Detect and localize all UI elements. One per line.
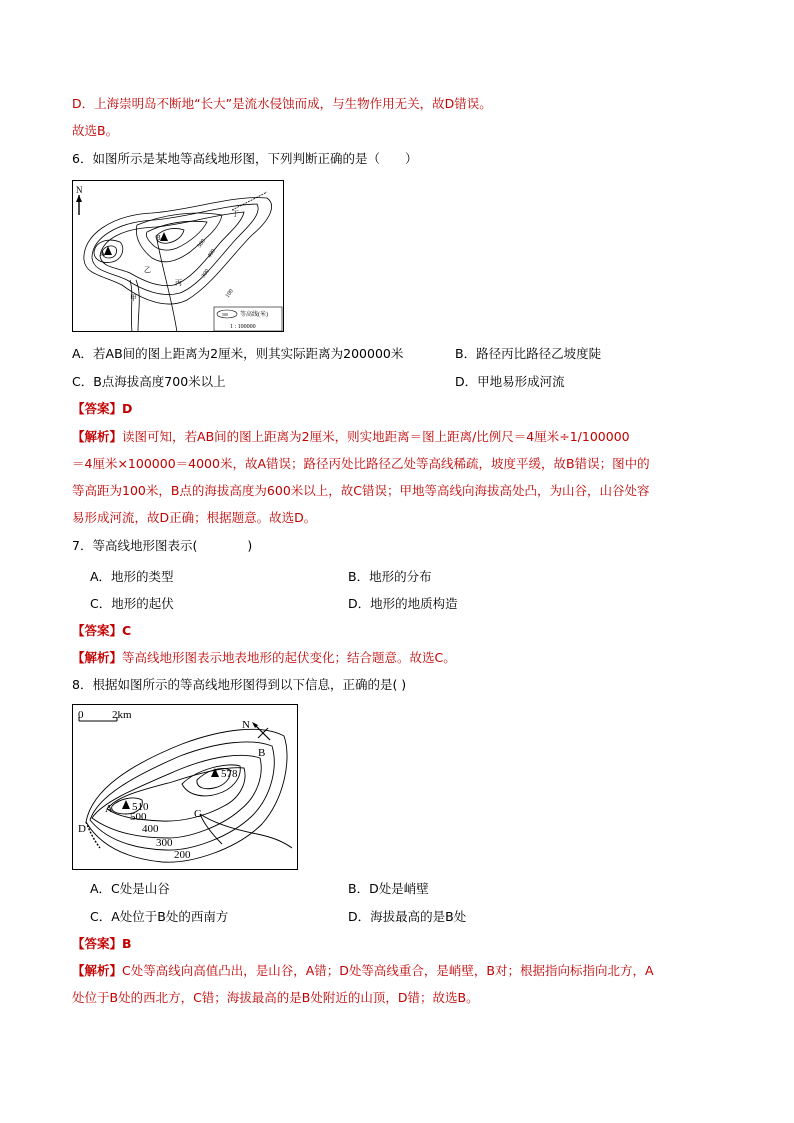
q8-scale-zero: 0 (78, 709, 84, 721)
q8-stem: 8．根据如图所示的等高线地形图得到以下信息，正确的是( ) (72, 677, 407, 692)
q6-legend-value: 500 (222, 312, 228, 317)
q6-analysis-text-1: 读图可知，若AB间的图上距离为2厘米，则实地距离＝图上距离/比例尺＝4厘米÷1/100000 (122, 429, 630, 444)
q8-north-label: N (242, 719, 250, 731)
q6-label-jia: 甲 (130, 294, 137, 302)
q8-contour-label-500: 500 (130, 811, 147, 823)
q6-contour-label-100: 100 (224, 288, 235, 300)
q8-answer-value: B (122, 936, 132, 951)
q6-analysis-line-4: 易形成河流，故D正确；根据题意。故选D。 (72, 510, 317, 525)
q7-analysis-label: 【解析】 (72, 650, 123, 665)
q8-peak-578-label: 578 (221, 768, 238, 780)
q6-answer (72, 400, 132, 418)
q8-option-b: B．D处是峭壁 (348, 881, 429, 896)
q7-stem: 7．等高线地形图表示( ) (72, 538, 253, 553)
q8-contour-label-400: 400 (142, 823, 159, 835)
q8-option-c: C．A处位于B处的西南方 (90, 909, 229, 924)
q8-analysis-line-1 (72, 962, 654, 980)
q8-scale-distance: 2km (112, 709, 132, 721)
q7-analysis-text: 等高线地形图表示地表地形的起伏变化；结合题意。故选C。 (122, 650, 456, 665)
q6-option-c: C．B点海拔高度700米以上 (72, 374, 226, 389)
q8-label-b: B (258, 747, 266, 759)
q6-north-label: N (76, 185, 83, 195)
q8-contour-label-200: 200 (174, 849, 191, 861)
q7-option-a: A．地形的类型 (90, 569, 174, 584)
q6-contour-label-400: 400 (206, 248, 217, 260)
q8-label-c: C (194, 808, 202, 820)
q8-option-d: D．海拔最高的是B处 (348, 909, 467, 924)
q6-label-bing: 丙 (175, 279, 182, 287)
q8-peak-510-label: 510 (132, 801, 149, 813)
q6-analysis-line-2: ＝4厘米×100000＝4000米，故A错误；路径丙处比路径乙处等高线稀疏，坡度平缓，故B错误；图中的 (72, 456, 650, 471)
q7-option-d: D．地形的地质构造 (348, 596, 458, 611)
q6-option-b: B．路径丙比路径乙坡度陡 (455, 346, 602, 361)
q7-option-c: C．地形的起伏 (90, 596, 174, 611)
q6-analysis-line-3: 等高距为100米，B点的海拔高度为600米以上，故C错误；甲地等高线向海拔高处凸，为山谷，山谷处容 (72, 483, 650, 498)
q7-answer-label: 【答案】 (72, 623, 123, 638)
q8-option-a: A．C处是山谷 (90, 881, 170, 896)
q8-label-a: A (105, 803, 113, 815)
q6-label-ding: 丁 (232, 210, 239, 218)
q7-option-b: B．地形的分布 (348, 569, 432, 584)
q8-analysis-text-1: C处等高线向高值凸出，是山谷，A错；D处等高线重合，是峭壁，B对；根据指向标指向北方，A (122, 963, 654, 978)
q6-option-a: A．若AB间的图上距离为2厘米，则其实际距离为200000米 (72, 346, 404, 361)
q6-stem: 6．如图所示是某地等高线地形图，下列判断正确的是（ ） (72, 151, 418, 166)
q6-answer-label: 【答案】 (72, 401, 123, 416)
q6-contour-label-500: 500 (196, 238, 207, 250)
q8-answer (72, 935, 132, 953)
q6-contour-map (72, 180, 284, 332)
q6-label-a: A (100, 250, 106, 258)
q8-contour-label-300: 300 (156, 837, 173, 849)
q5-option-d-explanation: D．上海崇明岛不断地“长大”是流水侵蚀而成，与生物作用无关，故D错误。 (72, 96, 492, 111)
q8-answer-label: 【答案】 (72, 936, 123, 951)
q6-label-yi: 乙 (144, 266, 151, 274)
q8-analysis-line-2: 处位于B处的西北方，C错；海拔最高的是B处附近的山顶，D错；故选B。 (72, 990, 479, 1005)
q6-answer-value: D (122, 401, 133, 416)
q5-conclusion: 故选B。 (72, 123, 119, 138)
q6-legend-text: 等高线(米) (240, 312, 268, 318)
q6-scale-text: 1 : 100000 (230, 324, 256, 330)
q6-option-d: D．甲地易形成河流 (455, 374, 565, 389)
q6-analysis-line-1 (72, 428, 630, 446)
q6-analysis-label: 【解析】 (72, 429, 123, 444)
q8-label-d: D (78, 823, 86, 835)
q6-label-b: B (156, 234, 161, 242)
q8-contour-map (72, 704, 298, 870)
q7-answer (72, 622, 131, 640)
q7-answer-value: C (122, 623, 132, 638)
q7-analysis (72, 649, 456, 667)
q8-analysis-label: 【解析】 (72, 963, 123, 978)
q6-contour-label-300: 300 (200, 268, 211, 280)
